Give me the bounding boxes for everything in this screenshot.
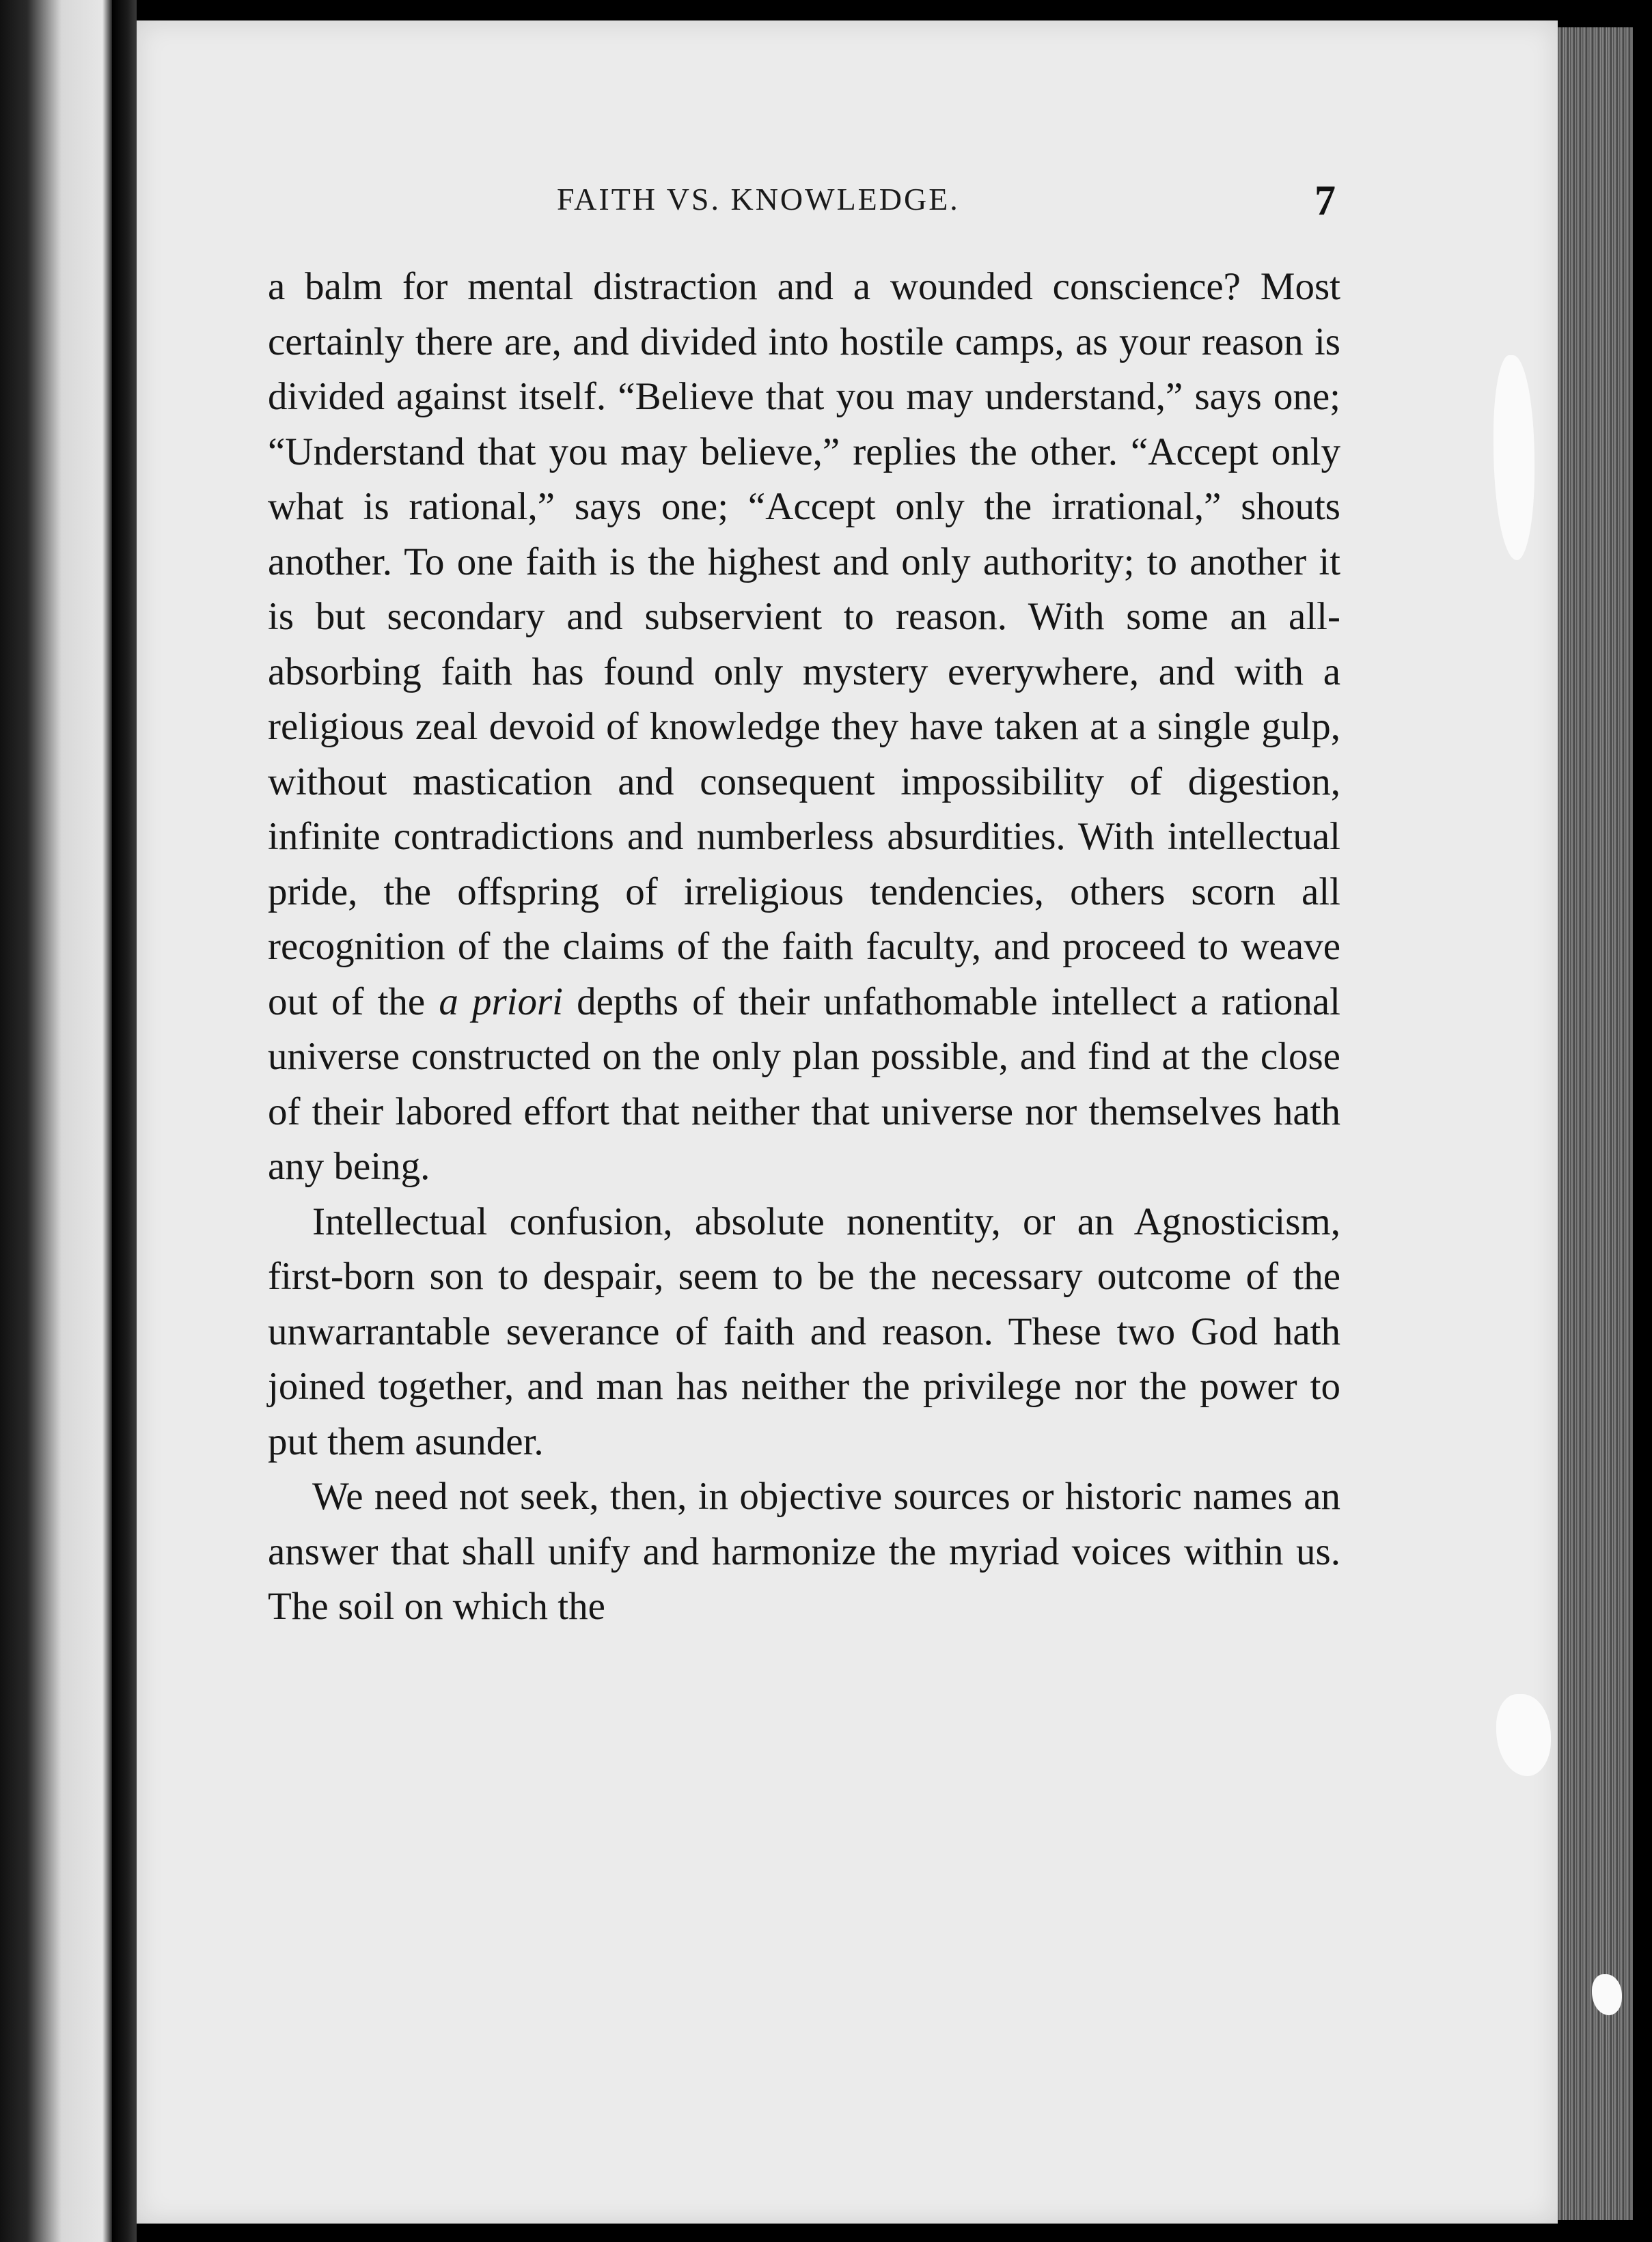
running-head — [133, 178, 1336, 229]
paragraph-1-part-2: depths of their unfathomable intellect a rational universe constructed on the only plan possible, and find at the close of their labored effort that neither that universe nor themselves hath any being. — [268, 980, 1340, 1188]
paragraph-1 — [268, 260, 1340, 1195]
page-number: 7 — [1314, 178, 1336, 224]
page-stack-edge — [1558, 27, 1633, 2220]
paragraph-3: We need not seek, then, in objective sources or historic names an answer that shall unify and harmonize the myriad voices within us. The soil on which the — [268, 1475, 1340, 1628]
paragraph-2: Intellectual confusion, absolute nonentity, or an Agnosticism, first-born son to despair, seem to be the necessary outcome of the unwarrantable severance of faith and reason. These two God hath joined together, and man has neither the privilege nor the power to put them asunder. — [268, 1200, 1340, 1463]
running-head-title: FAITH VS. KNOWLEDGE. — [557, 182, 960, 217]
book-gutter — [112, 0, 137, 2242]
body-text — [268, 260, 1340, 1635]
scan-border — [1633, 0, 1652, 2242]
paragraph-1-part-1: a balm for mental distraction and a wounded conscience? Most certainly there are, and divided into hostile camps, as your reason is divided against itself. “Believe that you may understand,” says one; “Understand that you may believe,” replies the other. “Accept only what is rational,” says one; “Accept only the irrational,” shouts another. To one faith is the highest and only authority; to another it is but secondary and subservient to reason. With some an all-absorbing faith has found only mystery everywhere, and with a religious zeal devoid of knowledge they have taken at a single gulp, without mastication and consequent impossibility of digestion, infinite contradictions and numberless absurdities. With intellectual pride, the offspring of irreligious tendencies, others scorn all recognition of the claims of the faith faculty, and proceed to weave out of the — [268, 265, 1340, 1023]
latin-phrase: a priori — [439, 980, 563, 1023]
facing-page-edge — [0, 0, 112, 2242]
